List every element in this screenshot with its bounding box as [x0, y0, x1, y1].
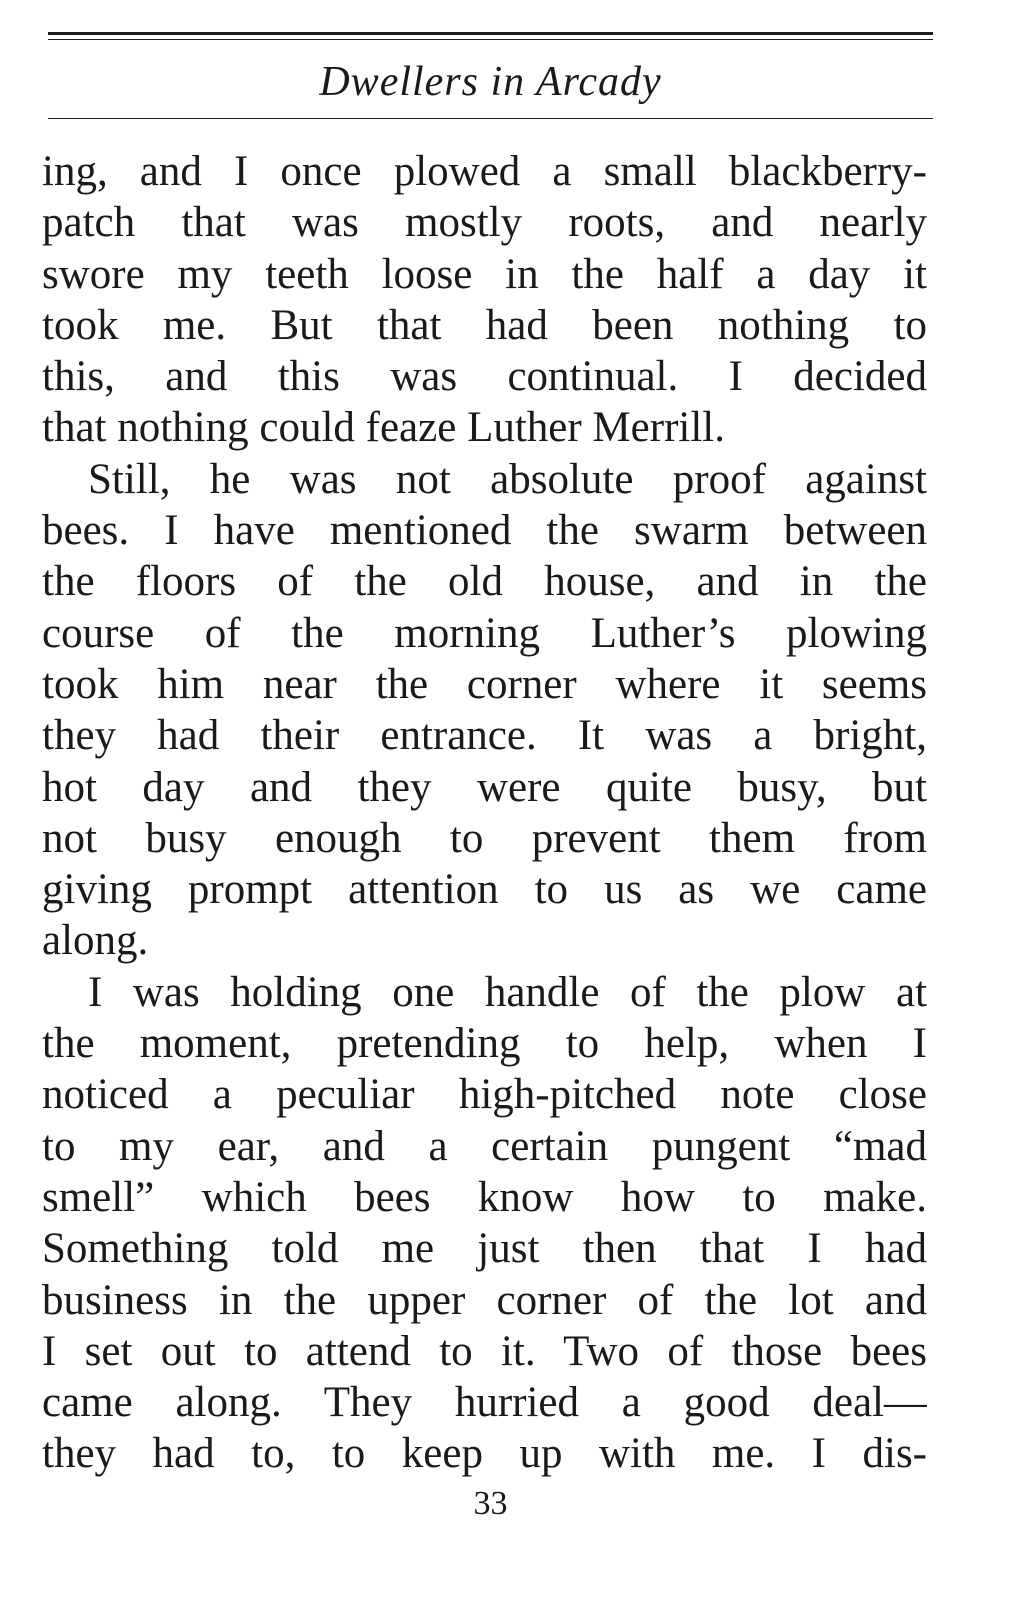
text-line: they had to, to keep up with me. I dis- [42, 1430, 927, 1478]
text-line: Still, he was not absolute proof against [88, 455, 927, 503]
text-line: came along. They hurried a good deal— [42, 1379, 927, 1427]
text-line: I set out to attend to it. Two of those bees [42, 1327, 927, 1375]
body-text [42, 146, 927, 1480]
text-line: hot day and they were quite busy, but [42, 763, 927, 811]
text-line: swore my teeth loose in the half a day it [42, 250, 927, 298]
text-line: that nothing could feaze Luther Merrill. [42, 404, 725, 452]
text-line: giving prompt attention to us as we came [42, 866, 927, 914]
page-number: 33 [473, 1485, 508, 1522]
running-head: Dwellers in Arcady [319, 59, 662, 105]
text-line: patch that was mostly roots, and nearly [42, 199, 927, 247]
text-line: ing, and I once plowed a small blackberry- [42, 148, 927, 195]
text-line: the floors of the old house, and in the [42, 558, 927, 606]
text-line: took him near the corner where it seems [42, 660, 927, 708]
text-line: they had their entrance. It was a bright, [42, 712, 927, 760]
text-line: this, and this was continual. I decided [42, 353, 927, 401]
text-line: to my ear, and a certain pungent “mad [42, 1122, 927, 1170]
text-line: along. [42, 917, 149, 965]
text-line: course of the morning Luther’s plowing [42, 609, 927, 657]
text-line: took me. But that had been nothing to [42, 301, 927, 349]
header-rule [48, 118, 933, 119]
text-line: I was holding one handle of the plow at [88, 968, 927, 1016]
text-line: business in the upper corner of the lot and [42, 1276, 927, 1324]
text-line: smell” which bees know how to make. [42, 1173, 927, 1221]
text-line: Something told me just then that I had [42, 1225, 927, 1273]
header-double-rule [48, 32, 933, 40]
text-line: not busy enough to prevent them from [42, 814, 927, 862]
text-line: noticed a peculiar high-pitched note close [42, 1071, 927, 1119]
text-line: bees. I have mentioned the swarm between [42, 507, 927, 555]
text-line: the moment, pretending to help, when I [42, 1020, 927, 1068]
